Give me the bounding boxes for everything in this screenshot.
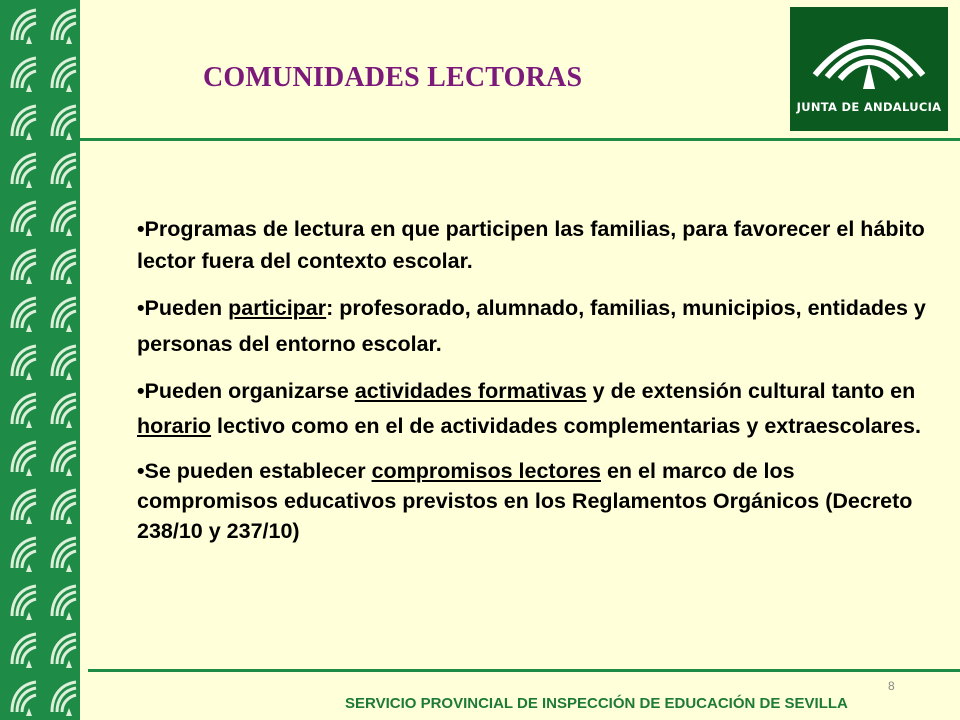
footer-divider	[88, 669, 960, 672]
sidebar-pattern-icon	[0, 0, 80, 720]
bullet-item	[137, 290, 937, 362]
logo-text: JUNTA DE ANDALUCIA	[796, 100, 942, 114]
bullet-item	[137, 213, 937, 277]
footer-text: SERVICIO PROVINCIAL DE INSPECCIÓN DE EDUCACIÓN DE SEVILLA	[345, 695, 848, 712]
bullet-text: •Programas de lectura en que participen las familias, para favorecer el hábito lector fuera del contexto escolar.	[137, 217, 925, 273]
underlined-term: compromisos lectores	[371, 459, 601, 483]
bullet-item	[137, 456, 937, 546]
page-title: COMUNIDADES LECTORAS	[203, 62, 583, 93]
bullet-list	[137, 213, 937, 546]
bullet-text: lectivo como en el de actividades complementarias y extraescolares.	[211, 414, 921, 438]
title-divider	[80, 138, 960, 141]
page-number: 8	[888, 679, 895, 693]
underlined-term: horario	[137, 414, 212, 438]
bullet-text: •Pueden	[137, 296, 229, 320]
junta-de-andalucia-logo	[790, 7, 948, 131]
underlined-term: participar	[228, 296, 327, 320]
bullet-text: •Pueden organizarse	[137, 379, 355, 403]
bullet-text: en el marco de los compromisos educativos previstos en los Reglamentos Orgánicos (Decreto 238/10 y 237/10)	[137, 459, 913, 543]
bullet-text: •Se pueden establecer	[137, 459, 372, 483]
bullet-item	[137, 374, 937, 444]
decorative-sidebar	[0, 0, 80, 720]
bullet-text: y de extensión cultural tanto en	[586, 379, 916, 403]
bullet-text: : profesorado, alumnado, familias, municipios, entidades y personas del entorno escolar.	[137, 296, 926, 356]
underlined-term: actividades formativas	[354, 379, 587, 403]
